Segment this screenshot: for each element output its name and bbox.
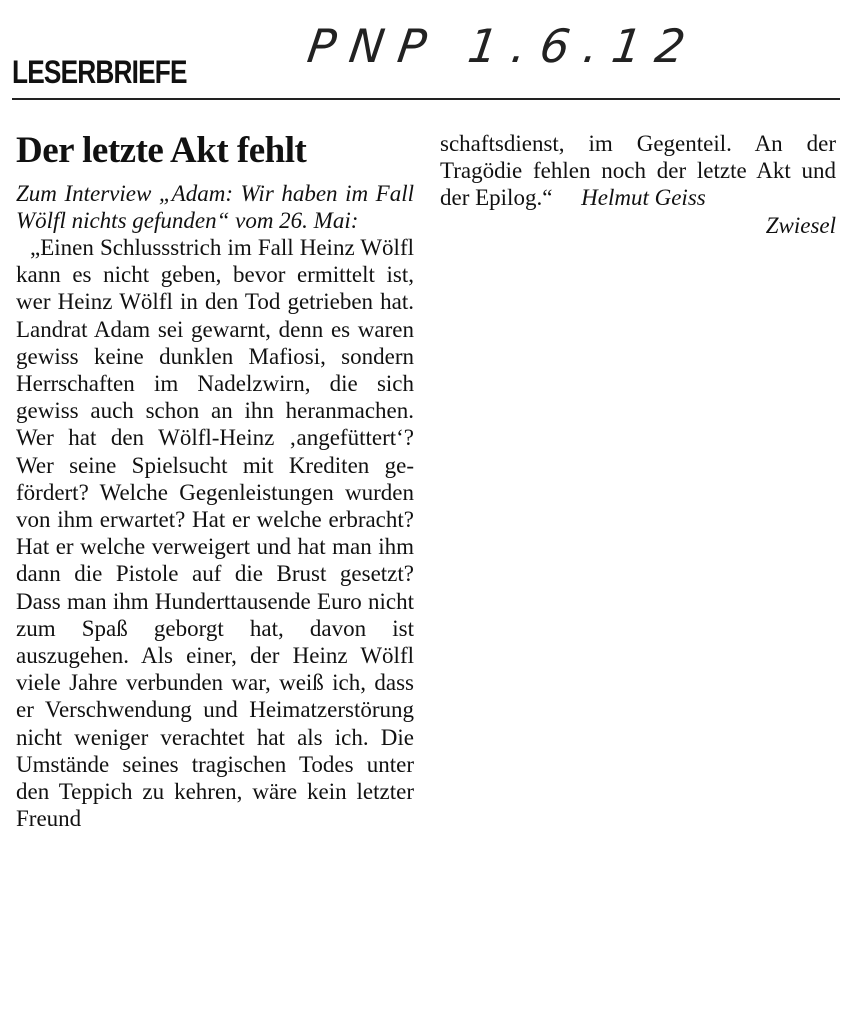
section-divider (12, 98, 840, 100)
column-left (16, 130, 414, 832)
author-name: Helmut Geiss (581, 185, 706, 211)
letter-body-part2 (440, 130, 836, 212)
letter-reference: Zum Interview „Adam: Wir haben im Fall Wölfl nichts gefunden“ vom 26. Mai: (16, 181, 414, 233)
letter-body-part1: „Einen Schlussstrich im Fall Heinz Wölfl kann es nicht geben, bevor ermittelt ist, wer Heinz Wölfl in den Tod getrieben hat. Landrat Adam sei gewarnt, denn es waren gewiss keine dunklen Mafiosi, sondern Herrschaften im Nadelzwirn, die sich gewiss auch schon an ihn heranmachen. Wer hat den Wölfl-Heinz ‚angefüttert‘? Wer seine Spielsucht mit Krediten gefördert? Welche Gegenleistungen wurden von ihm erwartet? Hat er welche erbracht? Hat er welche verweigert und hat man ihm dann die Pistole auf die Brust gesetzt? Dass man ihm Hunderttausende Euro nicht zum Spaß geborgt hat, davon ist auszugehen. Als einer, der Heinz Wölfl viele Jahre verbunden war, weiß ich, dass er Verschwendung und Heimatzerstörung nicht weniger verachtet hat als ich. Die Umstände seines tragischen Todes unter den Teppich zu kehren, wäre kein letzter Freund (16, 235, 414, 832)
section-label: LESERBRIEFE (12, 54, 187, 90)
letter-body-part2-text: schaftsdienst, im Gegenteil. An der Tragödie fehlen noch der letzte Akt und der Epilog.“ (440, 131, 836, 211)
handwritten-date-note: PNP 1.6.12 (304, 19, 703, 73)
letter-headline: Der letzte Akt fehlt (16, 130, 307, 171)
column-right (440, 130, 836, 239)
author-town: Zwiesel (765, 212, 836, 238)
